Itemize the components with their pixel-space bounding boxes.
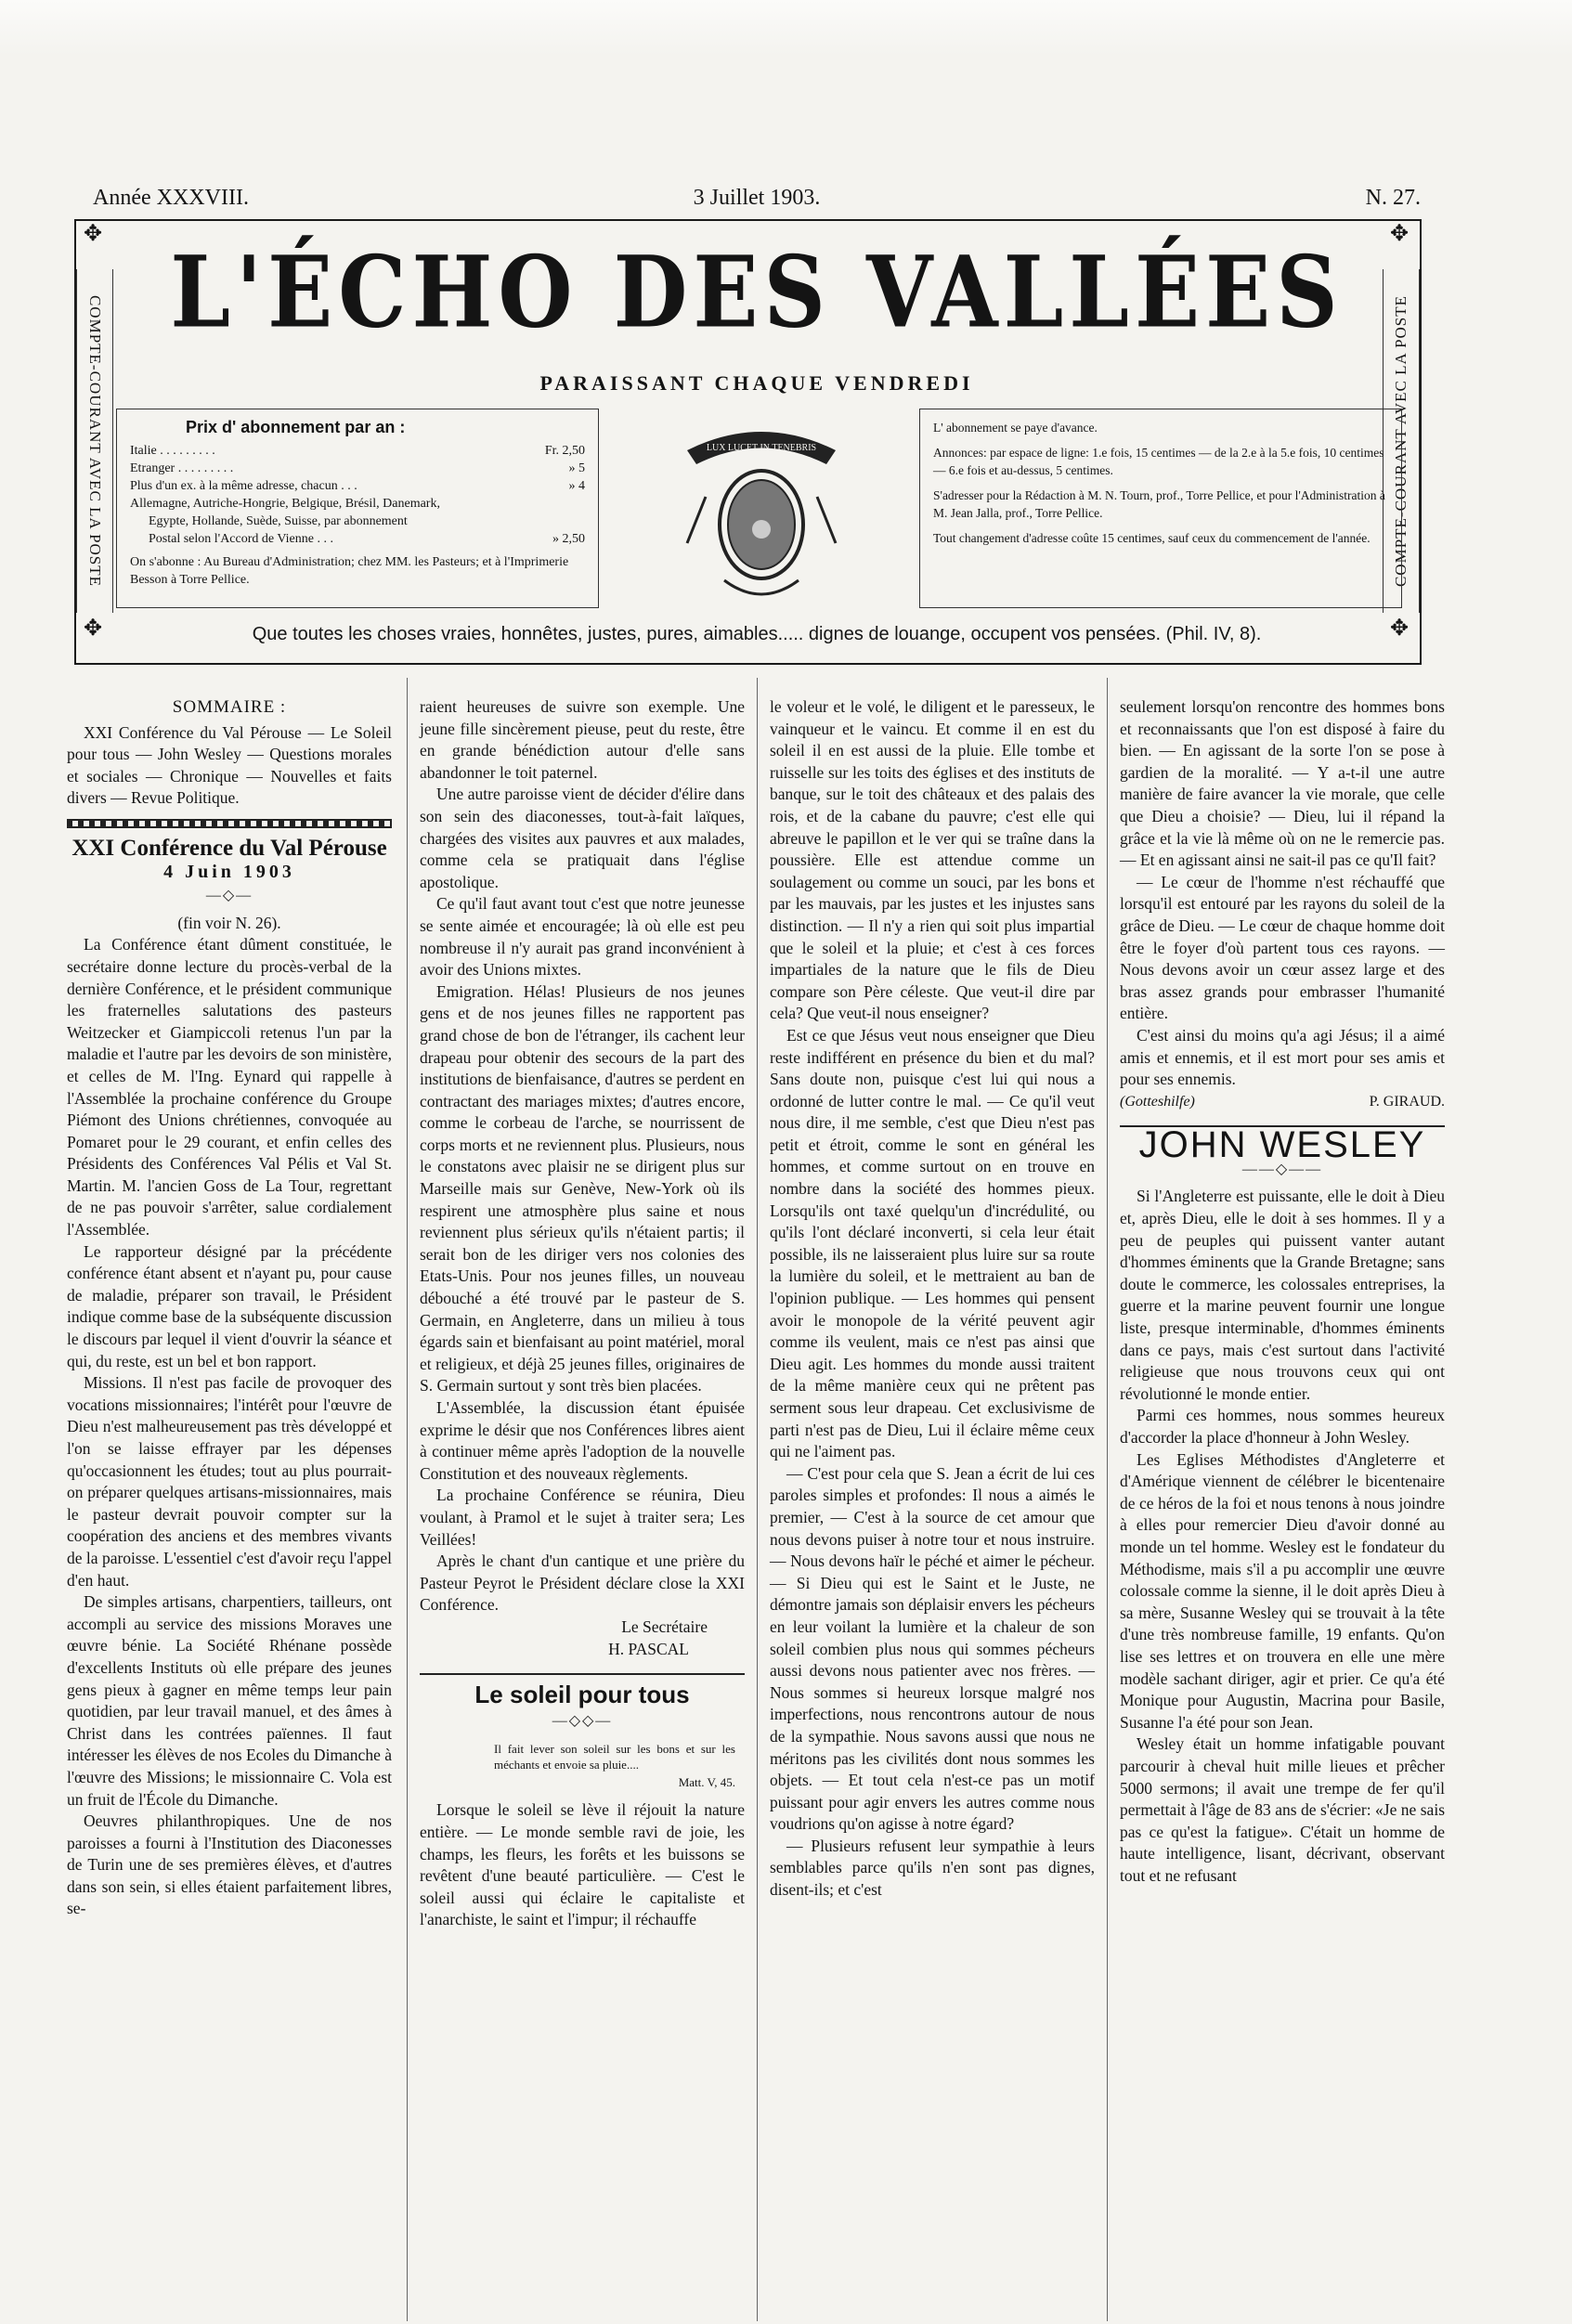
paragraph: La Conférence étant dûment constituée, le secrétaire donne lecture du procès-verbal de la dernière Conférence, et le président communique les fraternelles salutations des pasteurs Weitzecker et Giampiccoli retenus l'un par la maladie et l'autre par les devoirs de son ministère, et celles de M. l'Ing. Eynard qui rappelle à l'Assemblée la prochaine conférence du Groupe Piémont des Unions chrétiennes, convoquée au Pomaret pour le 29 courant, et enfin celles des Présidents des Conférences Val Pélis et Val St. Martin. M. l'ancien Goss de La Tour, regrettant de ne pas pouvoir s'arrêter, salue cordialement l'Assemblée. — [67, 935, 392, 1240]
column-divider — [1107, 678, 1108, 2321]
subscription-note: On s'abonne : Au Bureau d'Administration; chez MM. les Pasteurs; et à l'Imprimerie Besson à Torre Pellice. — [130, 555, 569, 587]
price-row: Etranger . . . . . . . . . » 5 — [130, 461, 585, 475]
paragraph: Oeuvres philanthropiques. Une de nos paroisses a fourni à l'Institution des Diaconesses de Turin une de ses premières élèves, et d'autres dans son sein, si elles étaient parfaitement libres, se- — [67, 1811, 392, 1918]
paragraph: Parmi ces hommes, nous sommes heureux d'accorder la place d'honneur à John Wesley. — [1120, 1406, 1445, 1447]
sommaire-text: XXI Conférence du Val Pérouse — Le Soleil pour tous — John Wesley — Questions morales et sociales — Chronique — Nouvelles et faits divers — Revue Politique. — [67, 722, 392, 808]
side-label-right: COMPTE-COURANT AVEC LA POSTE — [1383, 269, 1420, 613]
side-label-left: COMPTE-COURANT AVEC LA POSTE — [76, 269, 113, 613]
corner-ornament-icon: ✥ — [1390, 617, 1410, 641]
emblem-motto: LUX LUCET IN TENEBRIS — [706, 443, 817, 453]
paragraph: Les Eglises Méthodistes d'Angleterre et d'Amérique viennent de célébrer le bicentenaire de ce héros de la foi et nous tenons à nous joindre à elles pour remercier Dieu d'avoir donné au monde un tel homme. Wesley est le fondateur du Méthodisme, mais s'il a pu accomplir une œuvre colossale comme la sienne, il le doit après Dieu à sa mère, Susanne Wesley qui se trouvait à la tête d'une très nombreuse famille, 19 enfants. Qu'on lise ses lettres et on trouvera en elle une mère modèle sachant diriger, agir et prier. Ce qu'a été Monique pour Augustin, Macrina pour Basile, Susanne l'a été pour son Jean. — [1120, 1449, 1445, 1732]
article-title: JOHN WESLEY — [1138, 1124, 1426, 1166]
paragraph: — Le cœur de l'homme n'est réchauffé que lorsqu'il est entouré par les rayons du soleil de la grâce de Dieu. — Le cœur de chaque homme doit être le foyer d'où partent tous ces rayons. — Nous devons avoir un cœur assez large et des bras assez grands pour embrasser l'humanité entière. — [1120, 872, 1445, 1023]
column-2 — [420, 696, 745, 1931]
paragraph: C'est ainsi du moins qu'a agi Jésus; il a aimé amis et ennemis, et il est mort pour ses amis et pour ses ennemis. — [1120, 1025, 1445, 1089]
separator-bar — [67, 819, 392, 828]
signature-line — [1120, 1091, 1445, 1113]
paragraph: La prochaine Conférence se réunira, Dieu voulant, à Pramol et le sujet à traiter sera; Les Veillées! — [420, 1486, 745, 1549]
signature-role: Le Secrétaire — [621, 1616, 708, 1636]
sommaire-title: SOMMAIRE : — [172, 697, 287, 717]
issue-date: 3 Juillet 1903. — [693, 186, 821, 210]
ornament-icon: —◇— — [205, 888, 253, 904]
corner-ornament-icon: ✥ — [84, 617, 103, 641]
paragraph: le voleur et le volé, le diligent et le paresseux, le vainqueur et le vaincu. Et comme il en est du soleil il en est aussi de la pluie. Elle tombe et ruisselle sur les toits des églises et des instituts de banque, sur le toit des châteaux et des palais des rois, et de la cabane du pauvre; c'est elle qui abreuve le papillon et le ver qui se traîne dans la poussière. Elle est attendue comme un soulagement ou comme un souci, par les bons et par les mauvais, par les justes et les injustes sans distinction. — Il n'y a rien qui soit plus impartial que le soleil et la pluie; et c'est à ces forces impartiales de la nature que le fils de Dieu compare son Père céleste. Que veut-il dire par cela? Que veut-il nous enseigner? — [770, 697, 1095, 1023]
page-top-margin — [0, 0, 1572, 56]
motto: Que toutes les choses vraies, honnêtes, justes, pures, aimables..... dignes de louange, occupent vos pensées. (Phil. IV, 8). — [252, 624, 1262, 644]
signature-name: H. PASCAL — [608, 1639, 689, 1658]
price-row: Allemagne, Autriche-Hongrie, Belgique, Brésil, Danemark, — [130, 497, 440, 511]
epigraph: Il fait lever son soleil sur les bons et sur les méchants et envoie sa pluie.... — [494, 1742, 735, 1772]
notice-advance: L' abonnement se paye d'avance. — [933, 421, 1098, 435]
signature-source: (Gotteshilfe) — [1120, 1093, 1195, 1110]
paragraph: Lorsque le soleil se lève il réjouit la nature entière. — Le monde semble ravi de joie, les champs, les fleurs, les forêts et les buissons se revêtent d'une beauté particulière. — C'est le soleil aussi qui éclaire le capitaliste et l'anarchiste, le saint et l'impur; il réchauffe — [420, 1800, 745, 1929]
paragraph: Missions. Il n'est pas facile de provoquer des vocations missionnaires; l'intérêt pour l'œuvre de Dieu n'est malheureusement pas très développé et l'on se laisse effrayer par les dépenses qu'occasionnent les études; tout au plus pourrait-on préparer quelques artisans-missionnaires, mais le pasteur devrait pouvoir compter sur la coopération des anciens et des membres vivants de la paroisse. L'essentiel c'est d'avoir reçu l'appel d'en haut. — [67, 1373, 392, 1590]
article-note: (fin voir N. 26). — [177, 913, 281, 932]
article-title: XXI Conférence du Val Pérouse — [71, 835, 387, 861]
issue-year: Année XXXVIII. — [93, 186, 249, 210]
column-divider — [407, 678, 408, 2321]
article-title: Le soleil pour tous — [474, 1681, 690, 1709]
emblem-seal — [669, 413, 854, 608]
ornament-icon: ——◇—— — [1241, 1161, 1323, 1177]
subscription-box — [116, 409, 599, 608]
notices-box — [919, 409, 1402, 608]
paragraph: Une autre paroisse vient de décider d'élire dans son sein des diaconesses, tout-à-fait laïques, chargées des visites aux pauvres et aux malades, comme cela se pratiquait dans l'église apostolique. — [420, 785, 745, 891]
paragraph: L'Assemblée, la discussion étant épuisée exprime le désir que nos Conférences libres aient à continuer même après l'adoption de la nouvelle Constitution et des nouveaux règlements. — [420, 1398, 745, 1483]
column-4 — [1120, 696, 1445, 1887]
paragraph: raient heureuses de suivre son exemple. Une jeune fille sincèrement pieuse, peut du reste, être en grande bénédiction autour d'elle sans abandonner le toit paternel. — [420, 697, 745, 782]
notice-address: S'adresser pour la Rédaction à M. N. Tourn, prof., Torre Pellice, et pour l'Administration à M. Jean Jalla, prof., Torre Pellice. — [933, 488, 1385, 520]
paragraph: seulement lorsqu'on rencontre des hommes bons et reconnaissants que l'on est disposé à faire du bien. — En agissant de la sorte l'on se pose à gardien de la moralité. — Y a-t-il une autre manière de faire avancer la vie morale, que celle que Dieu a choisie? — Dieu, lui il répand la grâce et la vie là même où on ne le remercie pas. — Et en agissant ainsi ne sait-il pas ce qu'Il fait? — [1120, 697, 1445, 870]
price-row: Postal selon l'Accord de Vienne . . . » 2,50 — [149, 532, 585, 546]
paragraph: — Plusieurs refusent leur sympathie à leurs semblables parce qu'ils n'en sont pas dignes, disent-ils; et c'est — [770, 1836, 1095, 1900]
notice-annonces: Annonces: par espace de ligne: 1.e fois, 15 centimes — de la 2.e à la 5.e fois, 10 centimes — 6.e fois et au-dessus, 5 centimes. — [933, 446, 1384, 477]
signature-name: P. GIRAUD. — [1369, 1093, 1445, 1110]
newspaper-subtitle: PARAISSANT CHAQUE VENDREDI — [539, 371, 974, 395]
price-row: Plus d'un ex. à la même adresse, chacun . . . » 4 — [130, 479, 585, 493]
notice-change: Tout changement d'adresse coûte 15 centimes, sauf ceux du commencement de l'année. — [933, 531, 1371, 545]
section-rule — [420, 1673, 745, 1675]
paragraph: De simples artisans, charpentiers, tailleurs, ont accompli au service des missions Moraves une œuvre bénie. La Société Rhénane possède d'excellents Instituts où elle prépare des jeunes gens pieux à gagner en même temps leur pain quotidien, par leur travail manuel, et des âmes à Christ dans les contrées païennes. Il faut intéresser les élèves de nos Ecoles du Dimanche à l'œuvre des Missions; le missionnaire C. Vola est un fruit de l'École du Dimanche. — [67, 1592, 392, 1809]
price-row: Italie . . . . . . . . . Fr. 2,50 — [130, 444, 585, 458]
corner-ornament-icon: ✥ — [84, 222, 103, 246]
issue-line — [93, 186, 1421, 214]
paragraph: Après le chant d'un cantique et une prière du Pasteur Peyrot le Président déclare close la XXI Conférence. — [420, 1551, 745, 1615]
epigraph-ref: Matt. V, 45. — [678, 1775, 735, 1790]
column-3 — [770, 696, 1095, 1902]
price-row: Egypte, Hollande, Suède, Suisse, par abonnement — [149, 514, 408, 528]
paragraph: Wesley était un homme infatigable pouvant parcourir à cheval huit mille lieues et prêcher 5000 sermons; il avait une trempe de fer qu'il permettait à l'âge de 83 ans de s'écrier: «Je ne sais pas ce qu'est la fatigue». C'était un homme de haute intelligence, lisant, décrivant, observant tout et ne refusant — [1120, 1734, 1445, 1885]
column-1 — [67, 696, 392, 1920]
paragraph: Le rapporteur désigné par la précédente conférence étant absent et n'ayant pu, pour cause de maladie, préparer son travail, le Président indique comme base de la subséquente discussion le discours par lequel il vient d'ouvrir la séance et qui, du reste, est un bel et bon rapport. — [67, 1241, 392, 1370]
newspaper-title: L'ÉCHO DES VALLÉES — [170, 234, 1344, 350]
corner-ornament-icon: ✥ — [1390, 222, 1410, 246]
paragraph: — C'est pour cela que S. Jean a écrit de lui ces paroles simples et profondes: Il nous a aimés le premier, — C'est à la source de cet amour que nous devons puiser à notre tour et nous instruire. — Nous devons haïr le péché et aimer le pécheur. — Si Dieu qui est le Saint et le Juste, ne démontre jamais son déplaisir envers les pécheurs en leur voilant la lumière et la chaleur de son soleil combien plus nous qui sommes pécheurs aussi devons nous patienter avec nos frères. — Nous sommes si heureux lorsque malgré nos imperfections, nous rencontrons autour de nous de la sympathie. Nous savons aussi que nous ne méritons pas les civilités dont nous sommes les objets. — Et tout cela n'est-ce pas un motif puissant pour agir envers les autres comme nous voudrions qu'on agisse à notre égard? — [770, 1463, 1095, 1834]
paragraph: Emigration. Hélas! Plusieurs de nos jeunes gens et de nos jeunes filles ne rapportent pas grand chose de bon de l'étranger, ils cachent leur drapeau pour obtenir des secours de la part des institutions de bienfaisance, d'autres se perdent en contractant des mariages mixtes; d'autres encore, comme le corbeau de l'arche, se nourrissent de corps morts et ne reviennent plus. Plusieurs, nous le constatons avec plaisir ne se dirigent plus sur Marseille mais sur Genève, New-York où ils respirent une atmosphère plus saine et nous reviennent plus sérieux qu'ils n'étaient partis; il serait bon de les diriger vers nos colonies des Etats-Unis. Pour nos jeunes filles, un nouveau débouché a été trouvé par le pasteur de S. Germain, en Angleterre, dans un milieu à tous égards sain et bienfaisant au point matériel, moral et religieux, et déjà 25 jeunes filles, originaires de S. Germain surtout y sont très bien placées. — [420, 981, 745, 1396]
paragraph: Est ce que Jésus veut nous enseigner que Dieu reste indifférent en présence du bien et du mal? Sans doute non, puisque c'est lui qui nous a ordonné de lutter contre le mal. — Ce qu'il veut nous dire, il me semble, c'est que Dieu n'est pas petit et étroit, comme le sont en général les hommes, et comme surtout on en trouve en nombre dans la société des hommes pieux. Lorsqu'ils ont taxé quelqu'un d'incrédulité, ou qu'ils l'ont déclaré inconverti, si cela leur était possible, ils ne laisseraient plus luire sur sa route la lumière du soleil, et le mettraient au ban de l'opinion publique. — Les hommes qui pensent avoir le monopole de la vérité peuvent agir comme ils veulent, mais ce n'est pas ainsi que Dieu agit. Les hommes du monde aussi traitent de la même manière ceux qui ne prêtent pas serment sous leur drapeau. Cet exclusivisme de parti n'est pas de Dieu, Lui il éclaire même ceux qui ne l'aiment pas. — [770, 1025, 1095, 1461]
ornament-icon: —◇◇— — [552, 1712, 613, 1729]
paragraph: Ce qu'il faut avant tout c'est que notre jeunesse se sente aimée et encouragée; là où elle est peu nombreuse il n'y aurait pas grand inconvénient à avoir des Unions mixtes. — [420, 894, 745, 980]
issue-number: N. 27. — [1365, 186, 1421, 210]
subscription-title: Prix d' abonnement par an : — [186, 418, 406, 436]
column-divider — [757, 678, 758, 2321]
paragraph: Si l'Angleterre est puissante, elle le doit à Dieu et, après Dieu, elle le doit à ses hommes. Il y a peu de peuples qui puissent vanter autant d'hommes éminents que la Grande Bretagne; sans doute le commerce, les colossales entreprises, la guerre et la marine peuvent fournir une longue liste, presque interminable, d'hommes éminents dans ce pays, mais c'est surtout dans l'activité religieuse que nous trouvons ceux qui ont révolutionné le monde entier. — [1120, 1187, 1445, 1403]
article-date: 4 Juin 1903 — [163, 861, 295, 882]
